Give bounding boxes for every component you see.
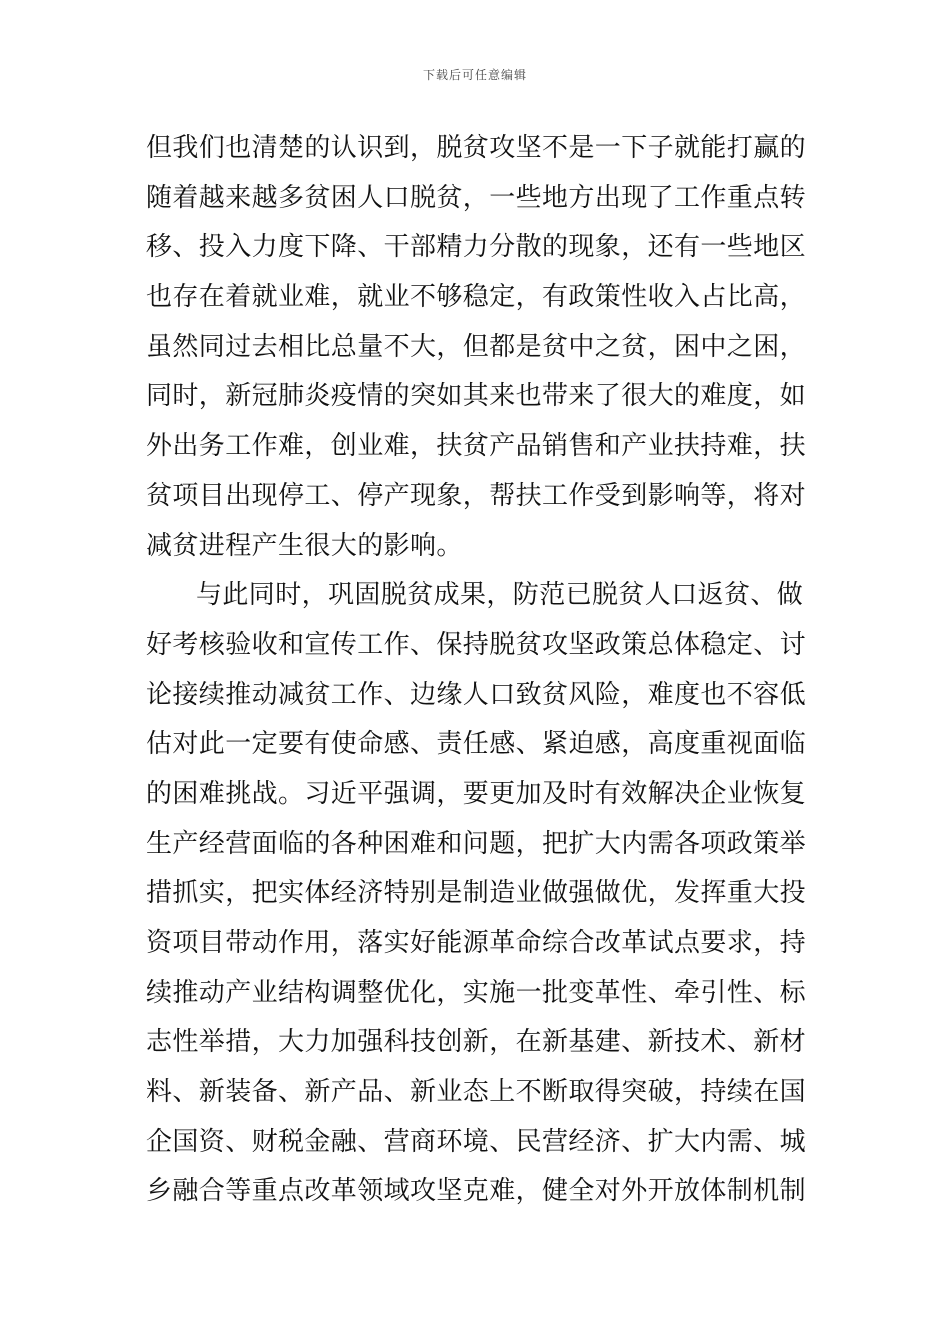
document-body xyxy=(146,124,806,1217)
text-line: 随着越来越多贫困人口脱贫，一些地方出现了工作重点转 xyxy=(146,182,807,213)
paragraph-1 xyxy=(146,124,806,571)
text-line: 料、新装备、新产品、新业态上不断取得突破，持续在国 xyxy=(146,1077,807,1108)
text-line: 企国资、财税金融、营商环境、民营经济、扩大内需、城 xyxy=(146,1126,807,1157)
text-line: 乡融合等重点改革领域攻坚克难，健全对外开放体制机制 xyxy=(146,1176,807,1207)
text-line: 生产经营面临的各种困难和问题，把扩大内需各项政策举 xyxy=(146,828,807,859)
text-line: 论接续推动减贫工作、边缘人口致贫风险，难度也不容低 xyxy=(146,679,807,710)
text-line: 虽然同过去相比总量不大，但都是贫中之贫，困中之困， xyxy=(146,331,807,362)
text-line: 的困难挑战。习近平强调，要更加及时有效解决企业恢复 xyxy=(146,778,807,809)
text-line: 但我们也清楚的认识到，脱贫攻坚不是一下子就能打赢的 xyxy=(146,133,807,163)
text-line: 续推动产业结构调整优化，实施一批变革性、牵引性、标 xyxy=(146,977,807,1008)
text-line: 资项目带动作用，落实好能源革命综合改革试点要求，持 xyxy=(146,928,807,958)
text-line: 减贫进程产生很大的影响。 xyxy=(146,530,463,561)
text-line: 估对此一定要有使命感、责任感、紧迫感，高度重视面临 xyxy=(146,729,807,760)
paragraph-2 xyxy=(146,571,806,1217)
text-line: 移、投入力度下降、干部精力分散的现象，还有一些地区 xyxy=(146,232,807,263)
text-line: 同时，新冠肺炎疫情的突如其来也带来了很大的难度，如 xyxy=(146,381,807,412)
header-note: 下载后可任意编辑 xyxy=(422,68,527,82)
text-line: 外出务工作难，创业难，扶贫产品销售和产业扶持难，扶 xyxy=(146,431,807,462)
text-line: 贫项目出现停工、停产现象，帮扶工作受到影响等，将对 xyxy=(146,480,807,511)
text-line: 好考核验收和宣传工作、保持脱贫攻坚政策总体稳定、讨 xyxy=(146,629,807,660)
text-line: 志性举措，大力加强科技创新，在新基建、新技术、新材 xyxy=(146,1027,807,1058)
text-line: 措抓实，把实体经济特别是制造业做强做优，发挥重大投 xyxy=(146,878,807,909)
text-line: 也存在着就业难，就业不够稳定，有政策性收入占比高， xyxy=(146,282,807,313)
text-line: 与此同时，巩固脱贫成果，防范已脱贫人口返贫、做 xyxy=(196,580,804,611)
